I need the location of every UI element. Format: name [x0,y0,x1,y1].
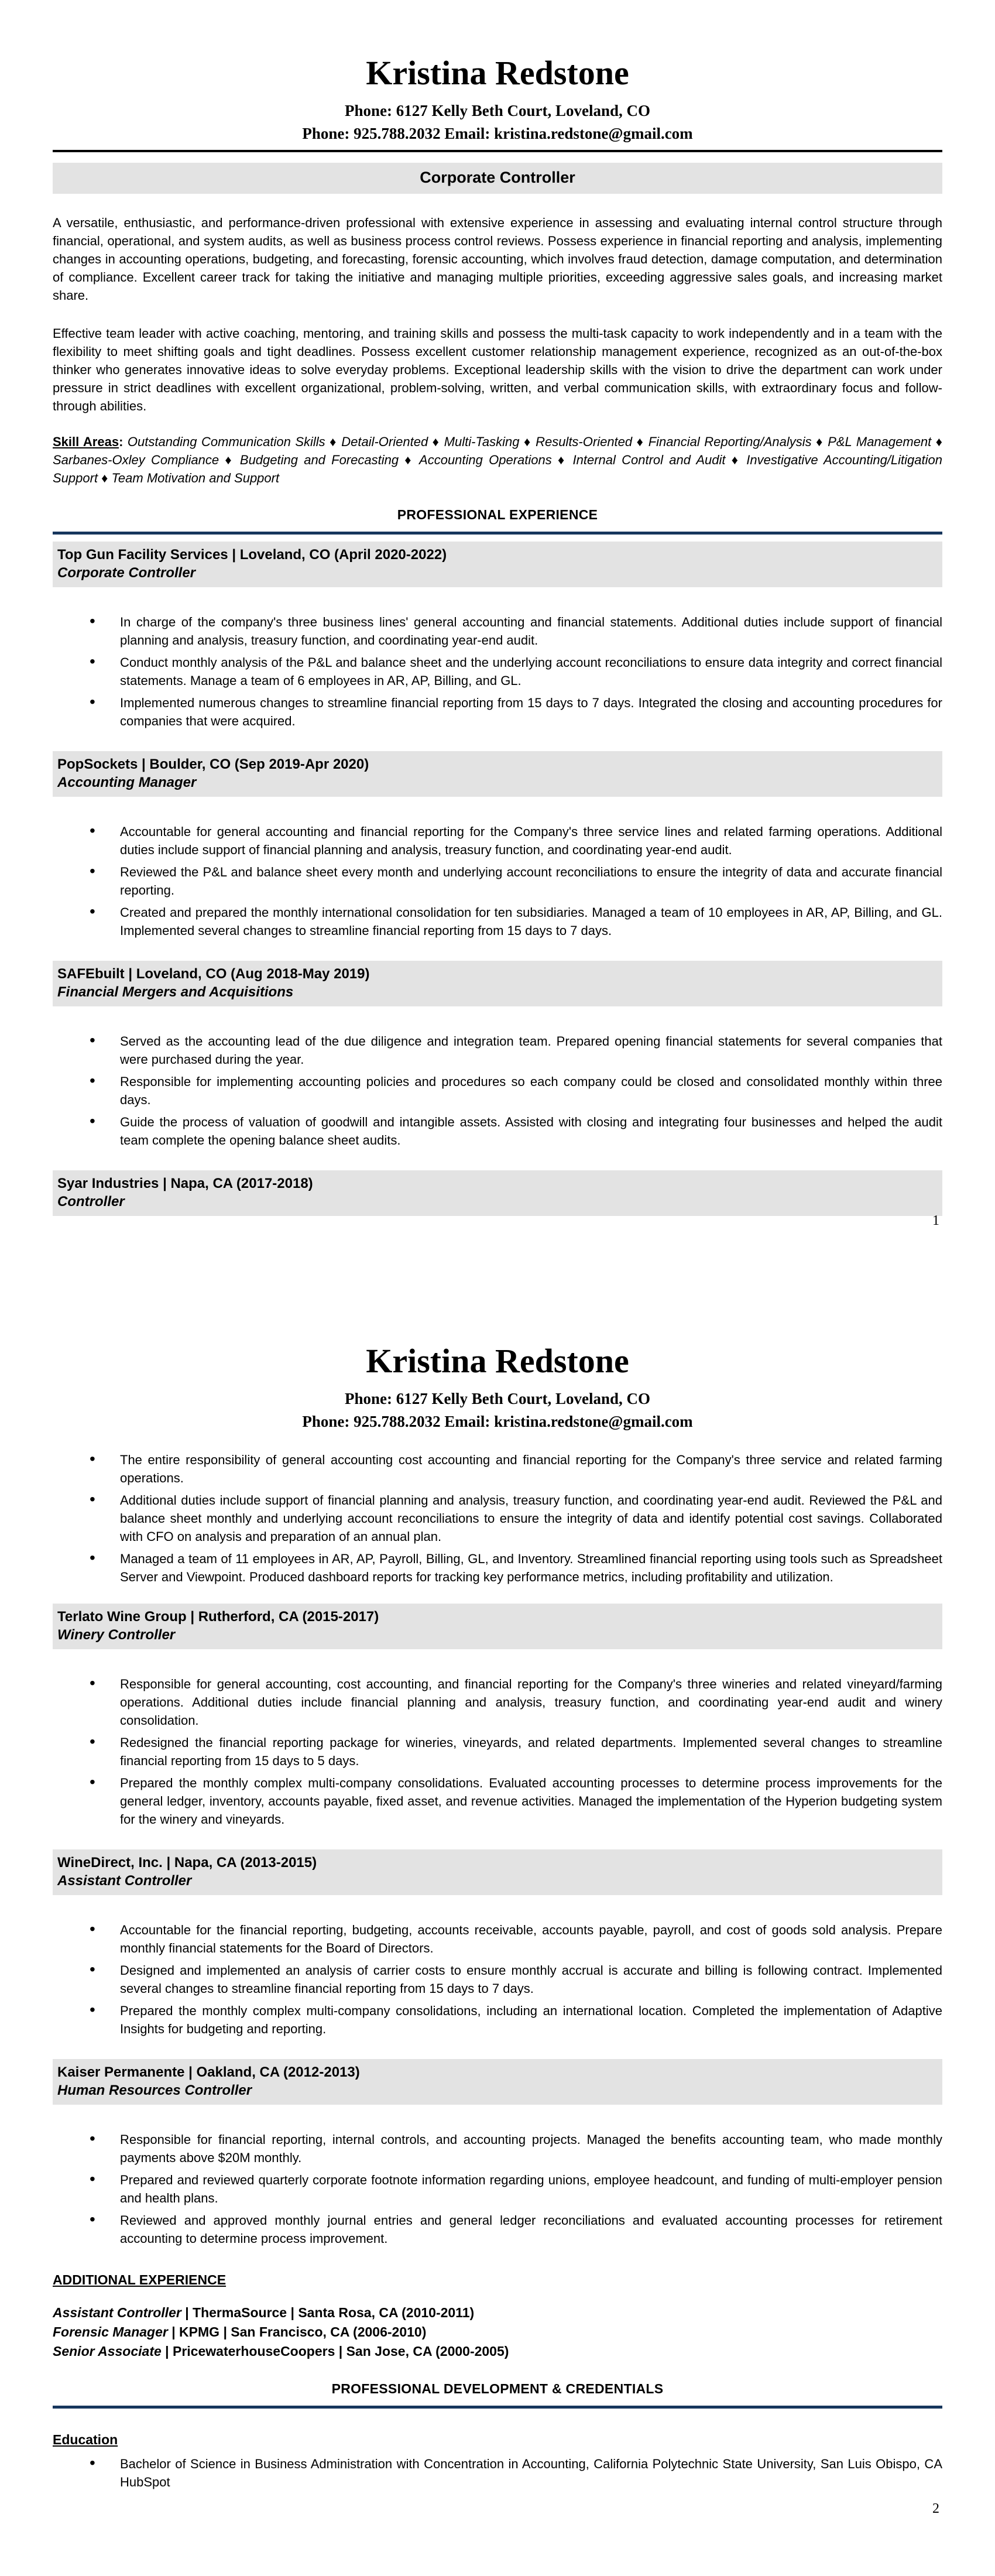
job-role-line: Financial Mergers and Acquisitions [57,984,294,1001]
contact-phone-email-line: Phone: 925.788.2032 Email: kristina.redstone@gmail.com [302,1413,693,1431]
bullet-item: • Served as the accounting lead of the due diligence and integration team. Prepared opening financial statements for several companies that were purchased during the year. [90,1032,942,1068]
section-header-professional-experience: PROFESSIONAL EXPERIENCE [397,507,598,523]
job-company-line: Kaiser Permanente | Oakland, CA (2012-2013) [57,2064,360,2081]
entry-details: | PricewaterhouseCoopers | San Jose, CA (2000-2005) [161,2344,509,2359]
additional-experience-heading: ADDITIONAL EXPERIENCE [53,2272,227,2288]
contact-phone-email-line: Phone: 925.788.2032 Email: kristina.redstone@gmail.com [302,125,693,143]
bullet-item: • Reviewed and approved monthly journal entries and general ledger reconciliations and evaluated accounting processes for retirement accounting to determine process improvement. [90,2211,942,2248]
job-bullet-list [53,613,942,730]
section-divider-navy-rule [53,532,942,535]
job-syar [53,1170,942,1216]
job-company-line: PopSockets | Boulder, CO (Sep 2019-Apr 2020) [57,756,369,773]
job-safebuilt [53,961,942,1149]
resume-page-2 [0,1288,995,2576]
job-role-line: Human Resources Controller [57,2082,252,2099]
entry-role: Senior Associate [53,2344,162,2359]
additional-experience-list [53,2303,942,2361]
entry-role: Assistant Controller [53,2305,181,2321]
contact-block [53,1388,942,1433]
bullet-item: • Accountable for the financial reporting, budgeting, accounts receivable, accounts payable, payroll, and cost of goods sold analysis. Prepare monthly financial statements for the Board of Directors. [90,1921,942,1957]
education-bullet-list [53,2455,942,2491]
job-role-line: Accounting Manager [57,775,197,791]
bullet-item: • Reviewed the P&L and balance sheet every month and underlying account reconciliations to ensure the integrity of data and accurate financial reporting. [90,863,942,899]
job-company-line: SAFEbuilt | Loveland, CO (Aug 2018-May 2019) [57,966,370,982]
bullet-item: • Conduct monthly analysis of the P&L and balance sheet and the underlying account reconciliations to ensure data integrity and correct financial statements. Manage a team of 6 employees in AR, AP, Billing, and GL. [90,653,942,690]
job-company-line: Top Gun Facility Services | Loveland, CO (April 2020-2022) [57,547,447,563]
bullet-item: • Redesigned the financial reporting package for wineries, vineyards, and related departments. Implemented several changes to streamline financial reporting from 15 days to 5 days. [90,1734,942,1770]
contact-block [53,100,942,145]
additional-experience-entry [53,2342,942,2361]
candidate-name: Kristina Redstone [366,1342,629,1380]
job-role-line: Controller [57,1194,125,1210]
bullet-item: • Responsible for general accounting, cost accounting, and financial reporting for the Company's three wineries and related vineyard/farming operations. Additional duties include financial planning and analysis, treasury function, and coordinating year-end audit and winery consolidation. [90,1675,942,1729]
role-title-banner: Corporate Controller [53,163,942,194]
job-bullet-list [53,1032,942,1149]
page-number-2: 2 [932,2501,939,2516]
job-bullet-list [53,1675,942,1828]
job-banner [53,961,942,1006]
job-banner [53,751,942,797]
contact-address-line: Phone: 6127 Kelly Beth Court, Loveland, CO [344,1389,650,1407]
bullet-item: • Prepared the monthly complex multi-company consolidations, including an international location. Completed the implementation of Adaptive Insights for budgeting and reporting. [90,2002,942,2038]
bullet-item: • Created and prepared the monthly international consolidation for ten subsidiaries. Managed a team of 10 employees in AR, AP, Billing, and GL. Implemented several changes to streamline financial reporting from 15 days to 7 days. [90,903,942,940]
job-role-line: Winery Controller [57,1627,176,1643]
job-company-line: Terlato Wine Group | Rutherford, CA (2015-2017) [57,1609,379,1625]
candidate-name: Kristina Redstone [366,54,629,92]
job-banner [53,2059,942,2105]
bullet-item: • The entire responsibility of general accounting cost accounting and financial reporting for the Company's three service and related farming operations. [90,1451,942,1487]
job-terlato [53,1604,942,1828]
page-number-1: 1 [932,1213,939,1228]
bullet-item: • Prepared the monthly complex multi-company consolidations. Evaluated accounting processes to determine process improvements for the general ledger, inventory, accounts payable, fixed asset, and revenue activities. Managed the implementation of the Hyperion budgeting system for the winery and vineyards. [90,1774,942,1828]
section-divider-navy-rule [53,2406,942,2409]
bullet-item: • Implemented numerous changes to streamline financial reporting from 15 days to 7 days. Integrated the closing and accounting procedures for companies that were acquired. [90,694,942,730]
entry-details: | ThermaSource | Santa Rosa, CA (2010-2011) [181,2305,475,2321]
contact-address-line: Phone: 6127 Kelly Beth Court, Loveland, CO [344,101,650,119]
skill-areas-list: Outstanding Communication Skills ♦ Detail-Oriented ♦ Multi-Tasking ♦ Results-Oriented ♦ Financial Reporting/Analysis ♦ P&L Management ♦ Sarbanes-Oxley Compliance ♦ Budgeting and Forecasting ♦ Accounting Operations ♦ Internal Control and Audit ♦ Investigative Accounting/Litigation Support ♦ Team Motivation and Support [53,434,942,486]
entry-details: | KPMG | San Francisco, CA (2006-2010) [167,2324,427,2340]
header-divider-rule [53,150,942,152]
job-topgun [53,542,942,730]
education-heading: Education [53,2432,118,2448]
job-company-line: Syar Industries | Napa, CA (2017-2018) [57,1176,313,1192]
bullet-item: • Guide the process of valuation of goodwill and intangible assets. Assisted with closing and integrating four businesses and helped the audit team complete the opening balance sheet audits. [90,1113,942,1149]
job-banner [53,542,942,587]
entry-role: Forensic Manager [53,2324,168,2340]
bullet-item: • Designed and implemented an analysis of carrier costs to ensure monthly accrual is accurate and billing is following contract. Implemented several changes to streamline financial reporting from 15 days to 7 days. [90,1961,942,1998]
job-company-line: WineDirect, Inc. | Napa, CA (2013-2015) [57,1855,317,1871]
skill-areas-separator: : [119,434,128,450]
bullet-item: • Responsible for financial reporting, internal controls, and accounting projects. Managed the benefits accounting team, who made monthly payments above $20M monthly. [90,2130,942,2167]
job-bullet-list [53,823,942,940]
job-role-line: Corporate Controller [57,565,196,581]
bullet-item: • Responsible for implementing accounting policies and procedures so each company could be closed and consolidated monthly within three days. [90,1073,942,1109]
job-bullet-list [53,2130,942,2248]
summary-paragraph-2: Effective team leader with active coaching, mentoring, and training skills and possess the multi-task capacity to work independently and in a team with the flexibility to meet shifting goals and tight deadlines. Possess excellent customer relationship management experience, recognized as an out-of-the-box thinker who generates innovative ideas to solve everyday problems. Exceptional leadership skills with the vision to drive the department can work under pressure in strict deadlines with excellent organizational, problem-solving, written, and verbal communication skills, with extraordinary focus and follow-through abilities. [53,326,942,414]
skill-areas-label: Skill Areas [53,434,119,450]
syar-continuation-bullet-list [53,1451,942,1586]
job-banner [53,1604,942,1649]
bullet-item: • Additional duties include support of financial planning and analysis, treasury function, and coordinating year-end audit. Reviewed the P&L and balance sheet monthly and underlying account reconciliations to ensure the integrity of data and identify potential cost savings. Collaborated with CFO on analysis and preparation of an annual plan. [90,1491,942,1546]
bullet-item: • Managed a team of 11 employees in AR, AP, Payroll, Billing, GL, and Inventory. Streamlined financial reporting using tools such as Spreadsheet Server and Viewpoint. Produced dashboard reports for tracking key performance metrics, including profitability and utilization. [90,1550,942,1586]
job-banner [53,1849,942,1895]
summary-paragraph-1: A versatile, enthusiastic, and performance-driven professional with extensive experience in assessing and evaluating internal control structure through financial, operational, and system audits, as well as business process control reviews. Possess experience in financial reporting and analysis, implementing changes in accounting operations, budgeting, and forecasting, forensic accounting, which involves fraud detection, damage computation, and determination of compliance. Excellent career track for taking the initiative and managing multiple priorities, exceeding aggressive sales goals, and increasing market share. [53,215,942,303]
job-kaiser [53,2059,942,2248]
bullet-item: • In charge of the company's three business lines' general accounting and financial statements. Additional duties include support of financial planning and analysis, treasury function, and coordinating year-end audit. [90,613,942,649]
job-bullet-list [53,1921,942,2038]
bullet-item: • Bachelor of Science in Business Administration with Concentration in Accounting, California Polytechnic State University, San Luis Obispo, CA HubSpot [90,2455,942,2491]
job-winedirect [53,1849,942,2038]
skill-areas-paragraph [53,433,942,487]
job-banner [53,1170,942,1216]
additional-experience-entry [53,2303,942,2322]
bullet-item: • Accountable for general accounting and financial reporting for the Company's three service lines and related farming operations. Additional duties include support of financial planning and analysis, treasury function, and coordinating year-end audit. [90,823,942,859]
job-popsockets [53,751,942,940]
job-role-line: Assistant Controller [57,1873,192,1889]
bullet-item: • Prepared and reviewed quarterly corporate footnote information regarding unions, employee headcount, and funding of multi-employer pension and health plans. [90,2171,942,2207]
additional-experience-entry [53,2322,942,2342]
section-header-professional-development: PROFESSIONAL DEVELOPMENT & CREDENTIALS [331,2381,664,2397]
